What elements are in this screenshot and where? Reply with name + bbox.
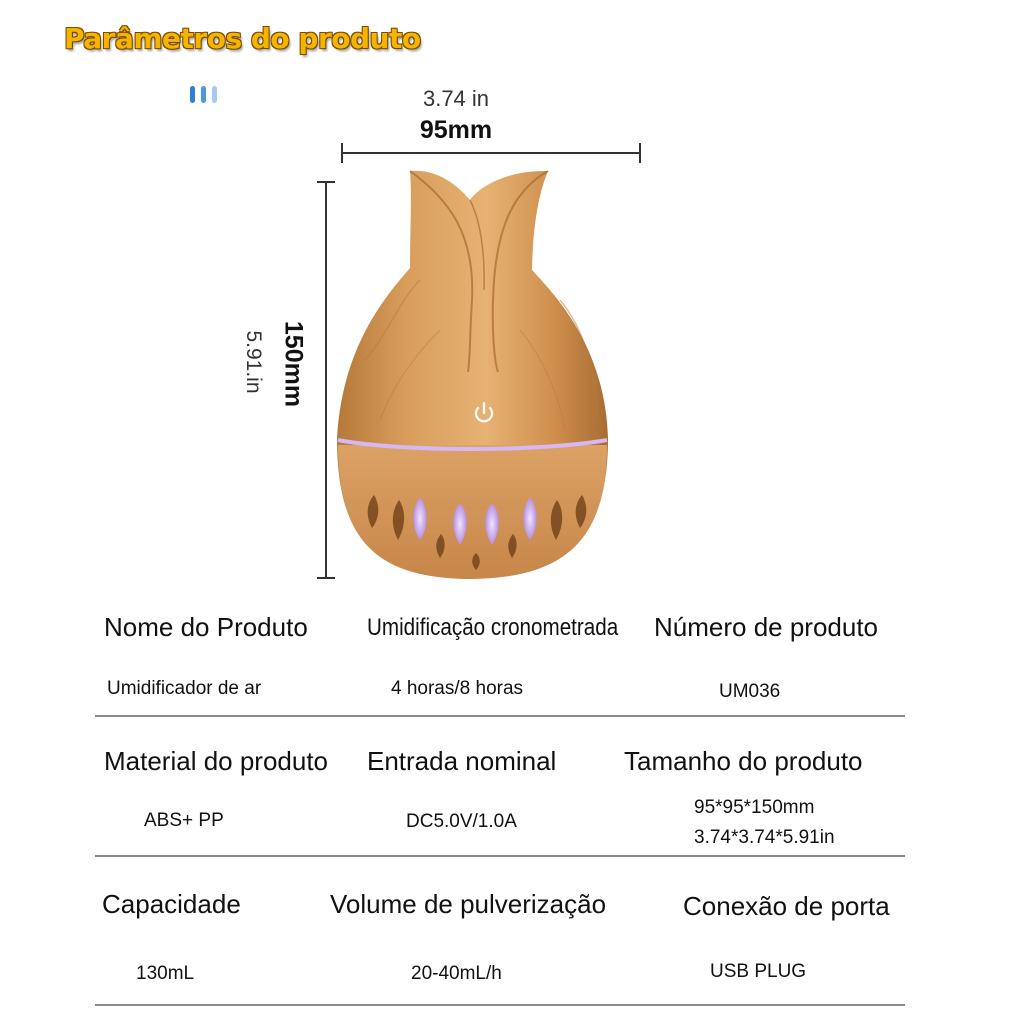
row-divider [95, 1004, 905, 1006]
spec-header-port-connection: Conexão de porta [683, 891, 890, 921]
spec-value-product-name: Umidificador de ar [107, 678, 262, 699]
height-inches-label: 5.91.in [242, 330, 265, 394]
row-divider [95, 855, 905, 857]
spec-value-size-in: 3.74*3.74*5.91in [694, 827, 835, 848]
height-mm-label: 150mm [279, 320, 308, 408]
humidifier-illustration [337, 171, 608, 579]
spec-header-material: Material do produto [104, 746, 329, 776]
spec-header-product-number: Número de produto [654, 612, 879, 642]
row-divider [95, 715, 905, 717]
width-dimension-line [342, 143, 640, 163]
width-inches-label: 3.74 in [422, 86, 490, 111]
page-title: Parâmetros do produto [64, 22, 421, 55]
spec-header-product-size: Tamanho do produto [624, 746, 863, 776]
spec-value-product-number: UM036 [719, 681, 781, 702]
spec-value-spray-volume: 20-40mL/h [411, 963, 502, 984]
width-mm-label: 95mm [419, 116, 493, 144]
spec-value-material: ABS+ PP [144, 810, 224, 831]
spec-header-timed-humidification: Umidificação cronometrada [367, 614, 619, 641]
spec-value-size-mm: 95*95*150mm [694, 797, 815, 818]
spec-value-capacity: 130mL [136, 963, 195, 984]
spec-header-rated-input: Entrada nominal [367, 746, 557, 776]
spec-value-timer: 4 horas/8 horas [391, 678, 524, 699]
spec-header-product-name: Nome do Produto [104, 612, 308, 642]
spec-header-spray-volume: Volume de pulverização [330, 889, 607, 919]
spec-value-rated-input: DC5.0V/1.0A [406, 811, 517, 832]
height-dimension-line [317, 182, 335, 578]
spec-header-capacity: Capacidade [102, 889, 241, 919]
spec-value-port-connection: USB PLUG [710, 961, 807, 982]
